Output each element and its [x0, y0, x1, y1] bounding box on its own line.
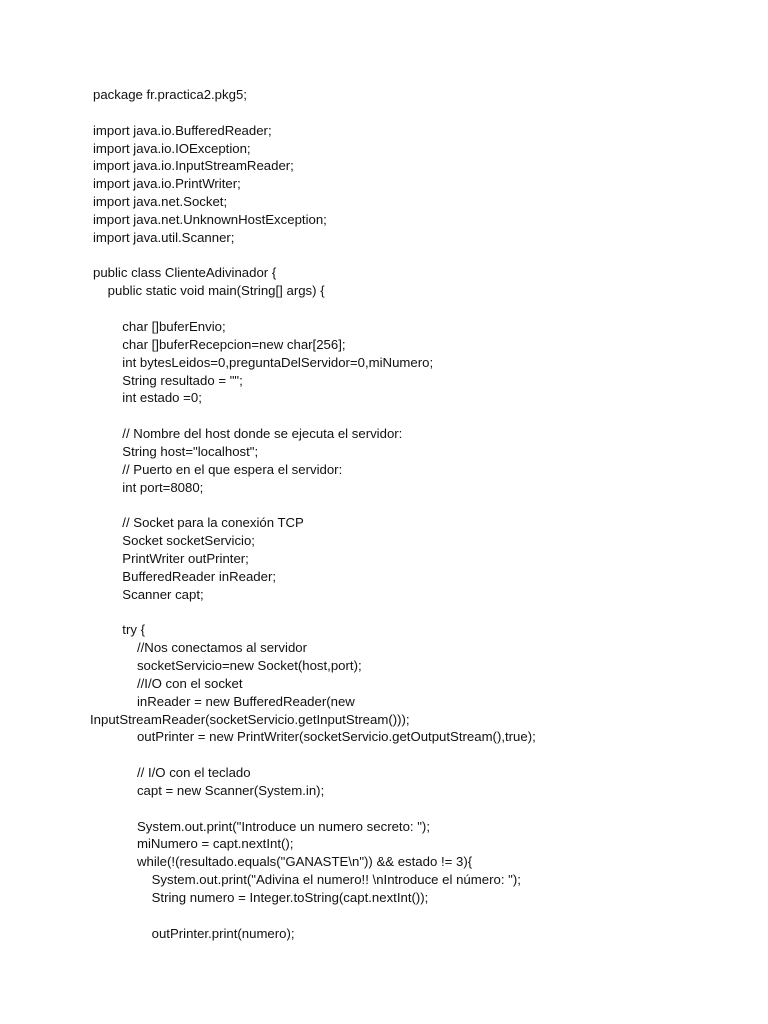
code-line: // Puerto en el que espera el servidor: — [93, 461, 343, 477]
code-line: public class ClienteAdivinador { — [93, 265, 277, 281]
code-line: BufferedReader inReader; — [93, 568, 277, 584]
code-line: public static void main(String[] args) { — [93, 283, 325, 299]
code-line — [93, 104, 768, 122]
code-line: miNumero = capt.nextInt(); — [93, 836, 294, 852]
code-line: //I/O con el socket — [93, 675, 243, 691]
code-line: outPrinter.print(numero); — [93, 925, 295, 941]
code-line — [93, 603, 768, 621]
code-line: int bytesLeidos=0,preguntaDelServidor=0,miNumero; — [93, 354, 434, 370]
code-line — [93, 300, 768, 318]
code-line: import java.net.Socket; — [93, 194, 228, 210]
code-line: //Nos conectamos al servidor — [93, 640, 308, 656]
code-line: import java.io.PrintWriter; — [93, 176, 241, 192]
code-line: char []buferEnvio; — [93, 318, 226, 334]
code-line: try { — [93, 622, 146, 638]
code-line: int port=8080; — [93, 479, 204, 495]
code-line: System.out.print("Introduce un numero secreto: "); — [93, 818, 430, 834]
code-line: // Socket para la conexión TCP — [93, 515, 304, 531]
code-line: outPrinter = new PrintWriter(socketServicio.getOutputStream(),true); — [93, 729, 536, 745]
code-line: import java.io.InputStreamReader; — [93, 158, 294, 174]
code-line: socketServicio=new Socket(host,port); — [93, 658, 362, 673]
code-line: char []buferRecepcion=new char[256]; — [93, 336, 346, 352]
code-line: // I/O con el teclado — [93, 765, 251, 781]
code-line: InputStreamReader(socketServicio.getInputStream())); — [90, 711, 410, 727]
code-listing — [90, 86, 768, 943]
code-line: Scanner capt; — [93, 586, 204, 602]
code-line: int estado =0; — [93, 390, 202, 406]
code-line: capt = new Scanner(System.in); — [93, 782, 325, 798]
code-line: // Nombre del host donde se ejecuta el servidor: — [93, 426, 403, 442]
code-line: PrintWriter outPrinter; — [93, 550, 249, 566]
code-line: String numero = Integer.toString(capt.nextInt()); — [93, 889, 429, 905]
code-line: import java.io.IOException; — [93, 140, 251, 156]
code-line: import java.util.Scanner; — [93, 229, 235, 245]
code-line: System.out.print("Adivina el numero!! \nIntroduce el número: "); — [93, 872, 521, 888]
code-line: String host="localhost"; — [93, 443, 259, 459]
code-line: Socket socketServicio; — [93, 533, 255, 549]
code-line — [93, 907, 768, 925]
code-line — [93, 496, 768, 514]
code-line: while(!(resultado.equals("GANASTE\n")) && estado != 3){ — [93, 854, 473, 870]
code-line: String resultado = ""; — [93, 372, 243, 388]
code-line: import java.net.UnknownHostException; — [93, 211, 327, 227]
code-line — [93, 407, 768, 425]
code-line: inReader = new BufferedReader(new — [93, 693, 355, 709]
code-line: import java.io.BufferedReader; — [93, 122, 272, 138]
code-line — [93, 247, 768, 265]
code-line — [93, 746, 768, 764]
code-line: package fr.practica2.pkg5; — [93, 87, 247, 102]
code-line — [93, 800, 768, 818]
